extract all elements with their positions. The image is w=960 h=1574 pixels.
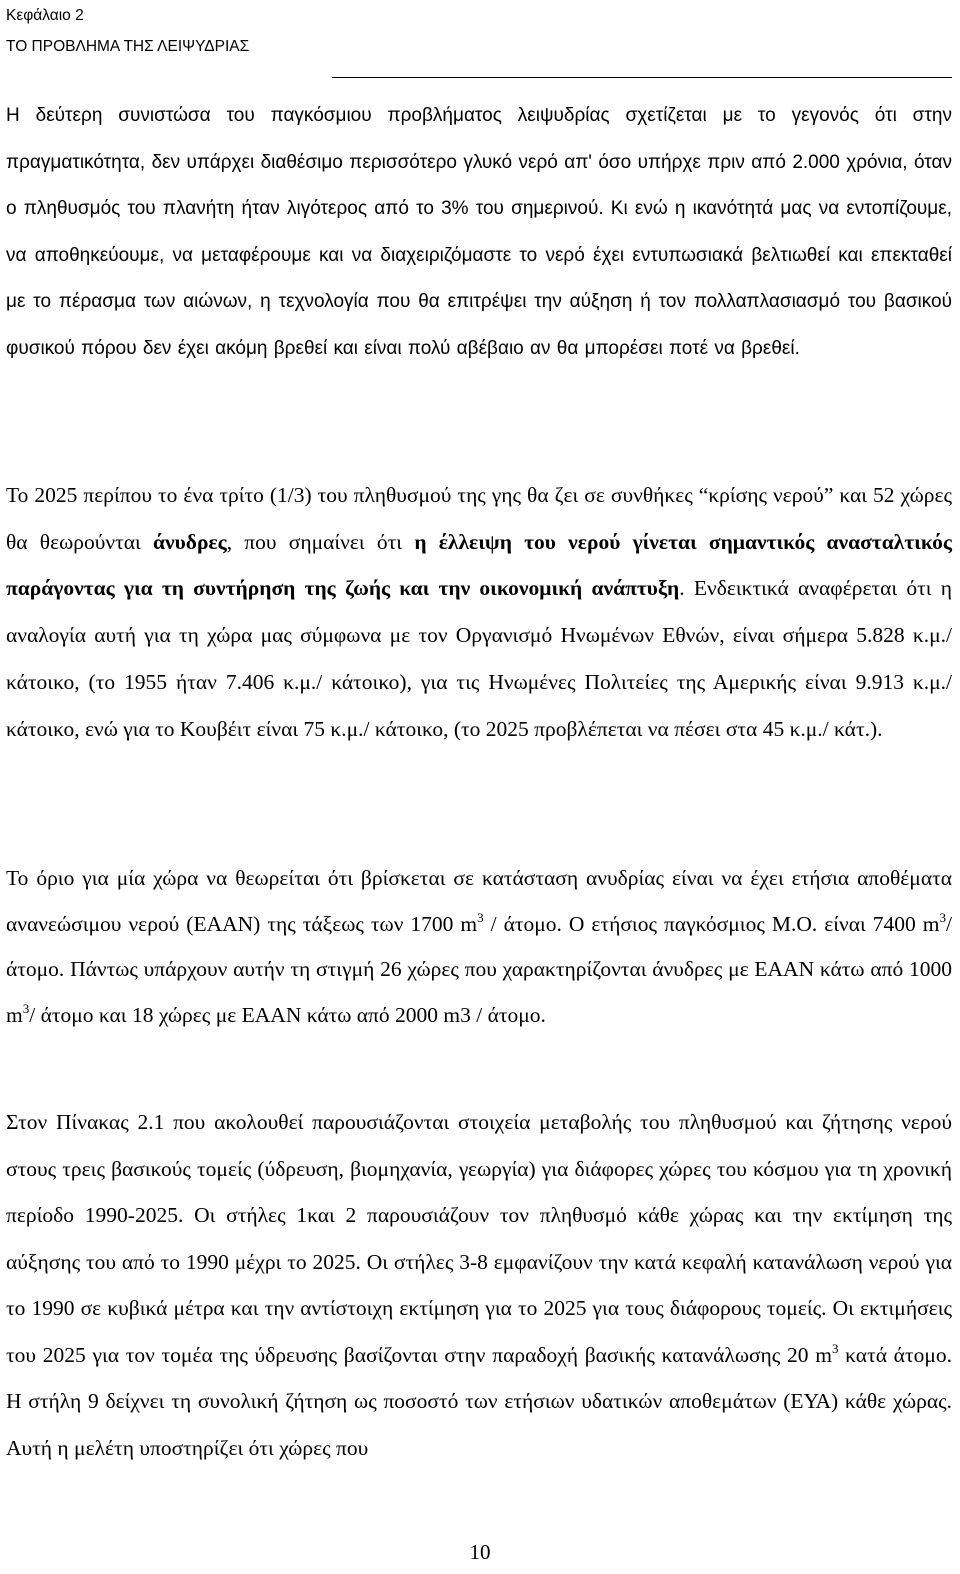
p3-sup-2: 3: [939, 909, 947, 925]
p2-bold-1: άνυδρες: [153, 529, 227, 554]
chapter-title: ΤΟ ΠΡΟΒΛΗΜΑ ΤΗΣ ΛΕΙΨΥΔΡΙΑΣ: [6, 38, 250, 55]
p2-text-2: , που σημαίνει ότι: [226, 529, 415, 554]
header-divider: [332, 77, 952, 78]
paragraph-4: [6, 1099, 952, 1471]
paragraph-1: Η δεύτερη συνιστώσα του παγκόσμιου προβλήματος λειψυδρίας σχετίζεται με το γεγονός ότι στην πραγματικότητα, δεν υπάρχει διαθέσιμο περισσότερο γλυκό νερό απ' όσο υπήρχε πριν από 2.000 χρόνια, όταν ο πληθυσμός του πλανήτη ήταν λιγότερος από το 3% του σημερινού. Κι ενώ η ικανότητά μας να εντοπίζουμε, να αποθηκεύουμε, να μεταφέρουμε και να διαχειριζόμαστε το νερό έχει εντυπωσιακά βελτιωθεί και επεκταθεί με το πέρασμα των αιώνων, η τεχνολογία που θα επιτρέψει την αύξηση ή τον πολλαπλασιασμό του βασικού φυσικού πόρου δεν έχει ακόμη βρεθεί και είναι πολύ αβέβαιο αν θα μπορέσει ποτέ να βρεθεί.: [6, 105, 952, 359]
p4-sup-1: 3: [831, 1340, 839, 1356]
p3-text-2: / άτομο. Ο ετήσιος παγκόσμιος Μ.Ο. είναι 7400 m: [483, 911, 940, 936]
p3-text-1: Το όριο για μία χώρα να θεωρείται ότι βρίσκεται σε κατάσταση ανυδρίας είναι να έχει ετήσια αποθέματα ανανεώσιμου νερού (ΕΑΑΝ) της τάξεως των 1700 m: [6, 866, 952, 936]
p2-bold-2: η έλλειψη του νερού γίνεται σημαντικός ανασταλτικός παράγοντας για τη συντήρηση της ζωής και την οικονομική ανάπτυξη: [6, 529, 952, 601]
p3-text-3: /άτομο. Πάντως υπάρχουν αυτήν τη στιγμή 26 χώρες που χαρακτηρίζονται άνυδρες με ΕΑΑΝ κάτω από 1000 m: [6, 911, 953, 1027]
page-number: 10: [469, 1540, 491, 1564]
p3-sup-3: 3: [22, 1000, 30, 1016]
paragraph-3: [6, 856, 952, 1038]
p2-text-1: Το 2025 περίπου το ένα τρίτο (1/3) του πληθυσμού της γης θα ζει σε συνθήκες “κρίσης νερού” και 52 χώρες θα θεωρούνται: [6, 483, 952, 554]
p4-text-1: Στον Πίνακας 2.1 που ακολουθεί παρουσιάζονται στοιχεία μεταβολής του πληθυσμού και ζήτησης νερού στους τρεις βασικούς τομείς (ύδρευση, βιομηχανία, γεωργία) για διάφορες χώρες του κόσμου για τη χρονική περίοδο 1990-2025. Οι στήλες 1και 2 παρουσιάζουν τον πληθυσμό κάθε χώρας και την εκτίμηση της αύξησης του από το 1990 μέχρι το 2025. Οι στήλες 3-8 εμφανίζουν την κατά κεφαλή κατανάλωση νερού για το 1990 σε κυβικά μέτρα και την αντίστοιχη εκτίμηση για το 2025 για τους διάφορους τομείς. Οι εκτιμήσεις του 2025 για τον τομέα της ύδρευσης βασίζονται στην παραδοχή βασικής κατανάλωσης 20 m: [6, 1110, 952, 1367]
chapter-label: Κεφάλαιο 2: [6, 7, 84, 24]
p3-text-4: / άτομο και 18 χώρες με ΕΑΑΝ κάτω από 2000 m3 / άτομο.: [29, 1002, 546, 1027]
running-header: [6, 0, 249, 62]
paragraph-2: [6, 472, 952, 752]
p4-text-2: κατά άτομο. Η στήλη 9 δείχνει τη συνολική ζήτηση ως ποσοστό των ετήσιων υδατικών αποθεμάτων (ΕΥΑ) κάθε χώρας. Αυτή η μελέτη υποστηρίζει ότι χώρες που: [6, 1342, 952, 1460]
p3-sup-1: 3: [477, 909, 484, 925]
p2-text-3: . Ενδεικτικά αναφέρεται ότι η αναλογία αυτή για τη χώρα μας σύμφωνα με τον Οργανισμό Ηνωμένων Εθνών, είναι σήμερα 5.828 κ.μ./ κάτοικο, (το 1955 ήταν 7.406 κ.μ./ κάτοικο), για τις Ηνωμένες Πολιτείες της Αμερικής είναι 9.913 κ.μ./ κάτοικο, ενώ για το Κουβέιτ είναι 75 κ.μ./ κάτοικο, (το 2025 προβλέπεται να πέσει στα 45 κ.μ./ κάτ.).: [6, 576, 952, 741]
